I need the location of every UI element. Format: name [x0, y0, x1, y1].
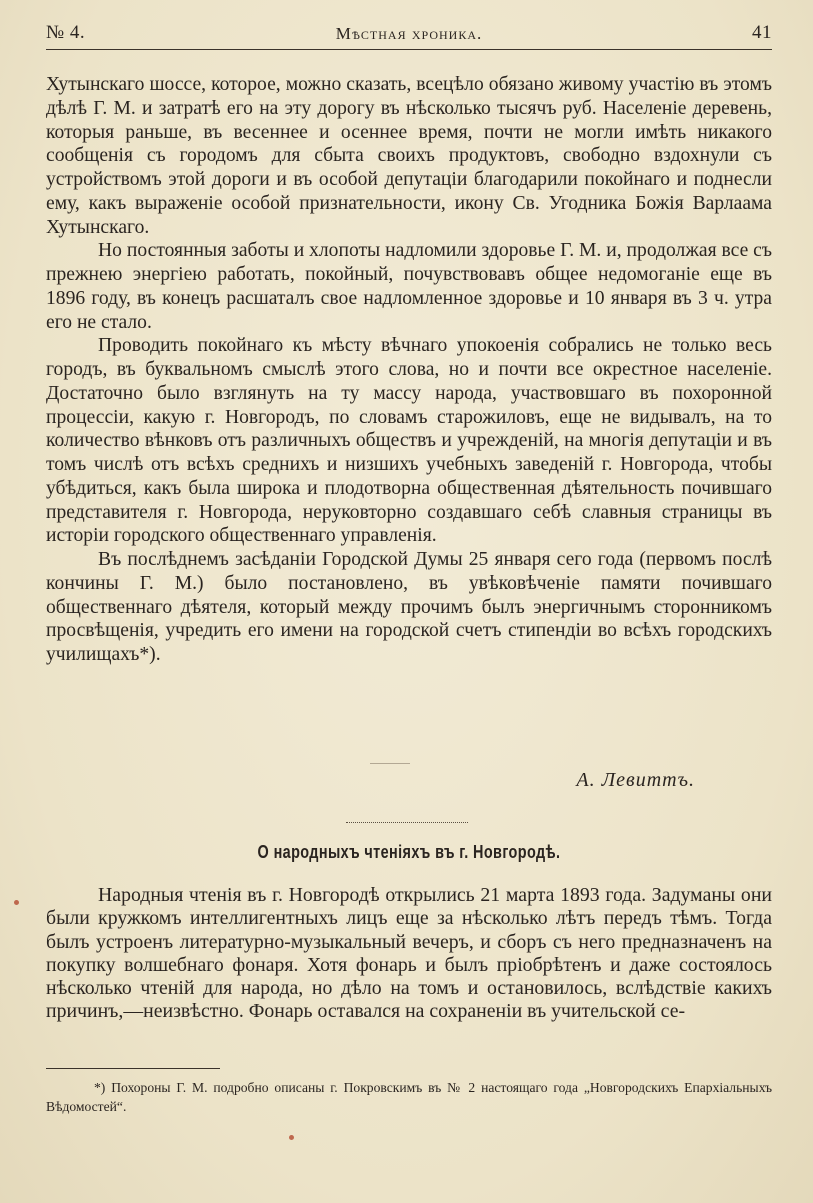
author-signature: А. Левиттъ.	[576, 769, 695, 791]
decorative-mark	[370, 763, 410, 767]
section-separator	[346, 822, 468, 823]
paragraph: Народныя чтенія въ г. Новгородѣ открылись 21 марта 1893 года. Задуманы они были кружкомъ интеллигентныхъ лицъ еще за нѣсколько лѣтъ передъ тѣмъ. Тогда былъ устроенъ литературно-музыкальный вечеръ, и сборъ съ него предназначенъ на покупку волшебнаго фонаря. Хотя фонарь и былъ пріобрѣтенъ и даже состоялось нѣсколько чтеній для народа, но дѣло на томъ и остановилось, вслѣдствіе какихъ причинъ,—неизвѣстно. Фонарь оставался на сохраненіи въ учительской се-	[46, 884, 772, 1023]
paragraph: Но постоянныя заботы и хлопоты надломили здоровье Г. М. и, продолжая все съ прежнею энергіею работать, покойный, почувствовавъ общее недомоганіе еще въ 1896 году, въ конецъ расшаталъ свое надломленное здоровье и 10 января въ 3 ч. утра его не стало.	[46, 240, 772, 333]
article-title: О народныхъ чтеніяхъ въ г. Новгородѣ.	[257, 841, 561, 862]
paragraph: Проводить покойнаго къ мѣсту вѣчнаго упокоенія собрались не только весь городъ, въ буквальномъ смыслѣ этого слова, но и почти все окрестное населеніе. Достаточно было взглянуть на ту массу народа, участвовшаго въ похоронной процессіи, какую г. Новгородъ, по словамъ старожиловъ, еще не видывалъ, на то количество вѣнковъ отъ различныхъ обществъ и учрежденій, на многія депутаціи и въ томъ числѣ отъ всѣхъ среднихъ и низшихъ учебныхъ заведеній г. Новгорода, чтобы убѣдиться, какъ была широка и плодотворна общественная дѣятельность почившаго представителя г. Новгорода, неруковторно создавшаго себѣ славныя страницы въ исторіи городского общественнаго управленія.	[46, 335, 772, 547]
paragraph: Въ послѣднемъ засѣданіи Городской Думы 25 января сего года (первомъ послѣ кончины Г. М.) было постановлено, въ увѣковѣченіе памяти почившаго общественнаго дѣятеля, который между прочимъ былъ энергичнымъ сторонникомъ просвѣщенія, учредить его имени на городской счетъ стипендіи во всѣхъ городскихъ училищахъ*).	[46, 549, 772, 665]
issue-number: № 4.	[46, 22, 86, 43]
footnote-text: *) Похороны Г. М. подробно описаны г. Покровскимъ въ № 2 настоящаго года „Новгородскихъ Епархіальныхъ Вѣдомостей“.	[46, 1080, 772, 1114]
paragraph: Хутынскаго шоссе, которое, можно сказать, всецѣло обязано живому участію въ этомъ дѣлѣ Г. М. и затратѣ его на эту дорогу въ нѣсколько тысячъ руб. Населеніе деревень, которыя раньше, въ весеннее и осеннее время, почти не могли имѣть никакого сообщенія съ городомъ для сбыта своихъ продуктовъ, свободно вздохнули съ устройствомъ этой дороги и въ особой депутаціи благодарили покойнаго и поднесли ему, какъ выраженіе особой признательности, икону Св. Угодника Божія Варлаама Хутынскаго.	[46, 74, 772, 238]
page-number: 41	[752, 22, 772, 43]
running-head	[46, 20, 772, 48]
footnote-rule	[46, 1068, 220, 1069]
stain-mark	[289, 1135, 294, 1140]
article-body	[46, 884, 772, 1024]
section-title-header: Мѣстная хроника.	[335, 24, 483, 43]
header-rule	[46, 49, 772, 50]
article-body	[46, 73, 772, 667]
footnote	[46, 1078, 772, 1116]
stain-mark	[14, 900, 19, 905]
